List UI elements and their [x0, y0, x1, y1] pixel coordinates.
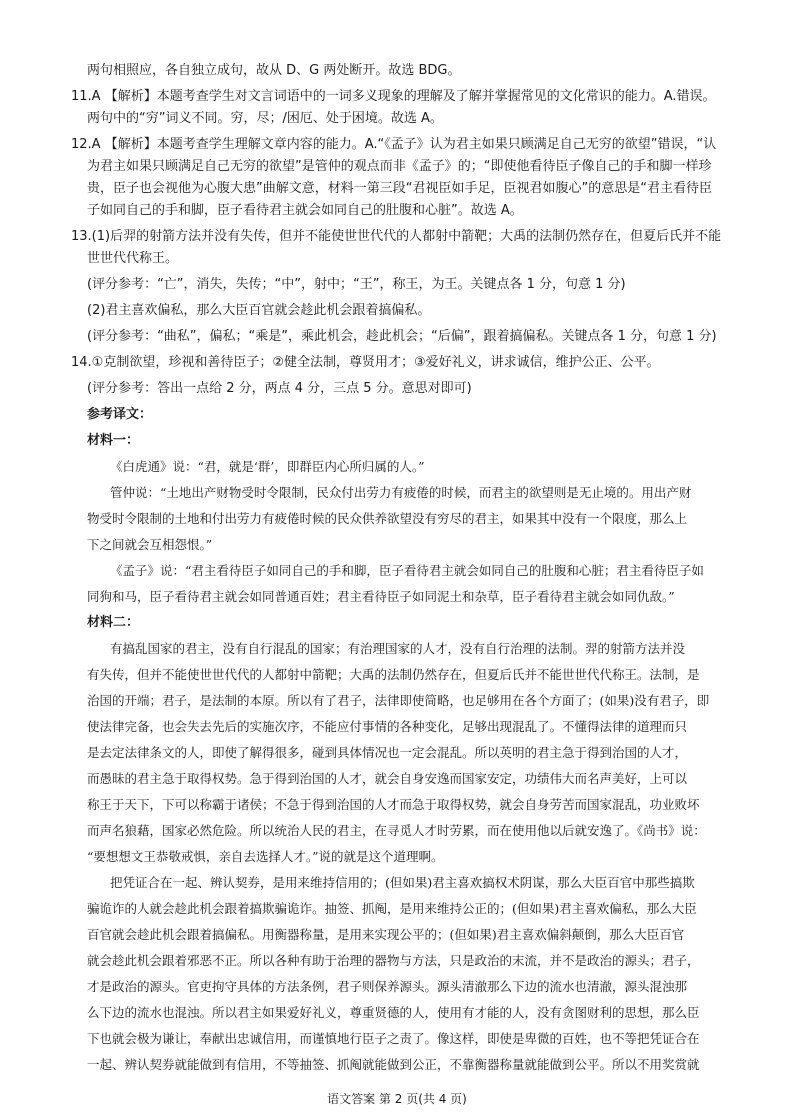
text-line: 子如同自己的手和脚，臣子看待君主就会如同自己的肚腹和心脏”。故选 A。: [87, 203, 523, 218]
text-line: 而声名狼藉，国家必然危险。所以统治人民的君主，在寻觅人才时劳累，而在使用他以后就安逸了。《尚书》说：: [87, 823, 706, 838]
text-line: 治国的开端；君子，是法制的本原。所以有了君子，法律即使简略，也足够用在各个方面了；(如果)没有君子，即: [87, 693, 710, 708]
text-line: 12.A 【解析】本题考查学生理解文章内容的能力。A.“《孟子》认为君主如果只顾满足自己无穷的欲望”错误，“认: [71, 137, 717, 152]
text-line: (2)君主喜欢偏私，那么大臣百官就会趁此机会跟着搞偏私。: [87, 303, 431, 318]
text-line: 才是政治的源头。官吏拘守具体的方法条例，君子则保养源头。源头清澈那么下边的流水也清澈，源头混浊那: [87, 979, 688, 994]
page-footer: 语文答案 第 2 页(共 4 页): [327, 1092, 467, 1106]
text-line: 而愚昧的君主急于取得权势。急于得到治国的人才，就会自身安逸而国家安定，功绩伟大而名声美好，上可以: [87, 771, 688, 786]
text-line: 称王于天下，下可以称霸于诸侯；不急于得到治国的人才而急于取得权势，就会自身劳苦而国家混乱，功业败坏: [87, 797, 700, 812]
text-line: 14.①克制欲望，珍视和善待臣子；②健全法制，尊贤用才；③爱好礼义，讲求诚信，维护公正、公平。: [71, 355, 660, 370]
text-line: “要想想文王恭敬戒惧，亲自去选择人才。”说的就是这个道理啊。: [87, 849, 444, 864]
text-line: 《孟子》说：“君主看待臣子如同自己的手和脚，臣子看待君主就会如同自己的肚腹和心脏；君主看待臣子如: [110, 563, 704, 578]
text-line: 13.(1)后羿的射箭方法并没有失传，但并不能使世世代代的人都射中箭靶；大禹的法制仍然存在，但夏后氏并不能: [71, 229, 722, 244]
text-line: 参考译文：: [87, 407, 153, 422]
text-line: 一起、辨认契券就能做到有信用，不等抽签、抓阄就能做到公正，不靠衡器称量就能做到公平。所以不用奖赏就: [87, 1057, 700, 1072]
text-line: 百官就会趁此机会跟着搞偏私。用衡器称量，是用来实现公平的；(但如果)君主喜欢偏斜颠倒，那么大臣百官: [87, 927, 685, 942]
text-line: 世世代代称王。: [87, 251, 179, 266]
text-line: 《白虎通》说：“君，就是‘群’，即群臣内心所归属的人。”: [110, 459, 425, 474]
text-line: (评分参考：答出一点给 2 分，两点 4 分，三点 5 分。意思对即可): [87, 381, 472, 396]
text-line: 两句相照应，各自独立成句，故从 D、G 两处断开。故选 BDG。: [87, 63, 461, 78]
text-line: 下之间就会互相怨恨。”: [87, 537, 213, 552]
text-line: 管仲说：“土地出产财物受时令限制，民众付出劳力有疲倦的时候，而君主的欲望则是无止境的。用出产财: [110, 485, 692, 500]
text-line: 同狗和马，臣子看待君主就会如同普通百姓；君主看待臣子如同泥土和杂草，臣子看待君主就会如同仇敌。”: [87, 589, 675, 604]
text-line: 把凭证合在一起、辨认契券，是用来维持信用的；(但如果)君主喜欢搞权术阴谋，那么大臣百官中那些搞欺: [110, 875, 695, 890]
text-line: 材料一：: [87, 433, 140, 448]
text-line: 就会趁此机会跟着邪恶不正。所以各种有助于治理的器物与方法，只是政治的末流，并不是政治的源头；君子，: [87, 953, 700, 968]
text-line: 使法律完备，也会失去先后的实施次序，不能应付事情的各种变化，足够出现混乱了。不懂得法律的道理而只: [87, 719, 688, 734]
text-line: 两句中的“穷”词义不同。穷，尽；/困厄、处于困境。故选 A。: [87, 111, 443, 126]
text-line: 11.A 【解析】本题考查学生对文言词语中的一词多义现象的理解及了解并掌握常见的文化常识的能力。A.错误。: [71, 89, 716, 104]
text-line: 材料二：: [87, 615, 140, 630]
text-line: 骗诡诈的人就会趁此机会跟着搞欺骗诡诈。抽签、抓阄，是用来维持公正的；(但如果)君主喜欢偏私，那么大臣: [87, 901, 697, 916]
text-line: 有失传，但并不能使世世代代的人都射中箭靶；大禹的法制仍然存在，但夏后氏并不能世世代代称王。法制，是: [87, 667, 700, 682]
text-line: 为君主如果只顾满足自己无穷的欲望”是管仲的观点而非《孟子》的；“即使他看待臣子像自己的手和脚一样珍: [87, 159, 712, 174]
text-line: 下也就会极为谦让，奉献出忠诚信用，而谨慎地行臣子之责了。像这样，即使是卑微的百姓，也不等把凭证合在: [87, 1031, 700, 1046]
text-line: 贵，臣子也会视他为心腹大患”曲解文意，材料一第三段“君视臣如手足，臣视君如腹心”的意思是“君主看待臣: [87, 181, 712, 196]
text-line: (评分参考：“亡”，消失，失传；“中”，射中；“王”，称王，为王。关键点各 1 分，句意 1 分): [87, 277, 626, 292]
text-line: 物受时令限制的土地和付出劳力有疲倦时候的民众供养欲望没有穷尽的君主，如果其中没有一个限度，那么上: [87, 511, 688, 526]
text-line: 是去定法律条文的人，即使了解得很多，碰到具体情况也一定会混乱。所以英明的君主急于得到治国的人才，: [87, 745, 688, 760]
text-line: 么下边的流水也混浊。所以君主如果爱好礼义，尊重贤德的人，使用有才能的人，没有贪图财利的思想，那么臣: [87, 1005, 700, 1020]
text-line: 有搞乱国家的君主，没有自行混乱的国家；有治理国家的人才，没有自行治理的法制。羿的射箭方法并没: [110, 641, 686, 656]
text-line: (评分参考：“曲私”，偏私；“乘是”，乘此机会，趁此机会；“后偏”，跟着搞偏私。关键点各 1 分，句意 1 分): [87, 329, 717, 344]
